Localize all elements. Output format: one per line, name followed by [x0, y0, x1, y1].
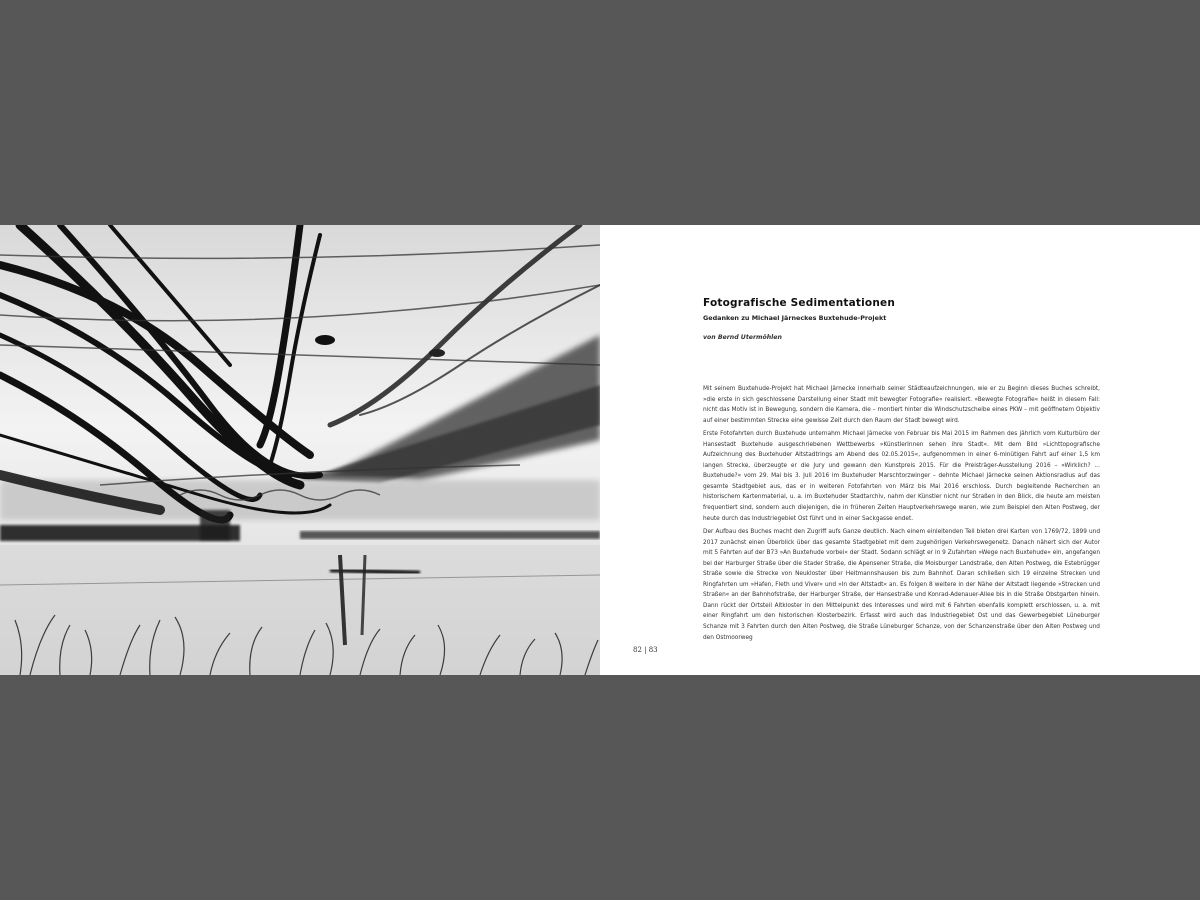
page-numbers: 82 | 83: [633, 646, 658, 654]
paragraph: Der Aufbau des Buches macht den Zugriff aufs Ganze deutlich. Nach einem einleitenden Teil bieten drei Karten von 1769/72, 1899 und 2017 zunächst einen Überblick über das gesamte Stadtgebiet mit dem zugehörigen Verkehrswegenetz. Danach nähert sich der Autor mit 5 Fahrten auf der B73 »An Buxtehude vorbei« der Stadt. Sodann schlägt er in 9 Zufahrten »Wege nach Buxtehude« ein, angefangen bei der Harburger Straße über die Stader Straße, die Apensener Straße, die Moisburger Landstraße, den Alten Postweg, die Estebrügger Straße sowie die Strecke von Neukloster über Heitmannshausen bis zum Bahnhof. Daran schließen sich 19 einzelne Strecken und Ringfahrten um »Hafen, Fleth und Viver« und »In der Altstadt« an. Es folgen 8 weitere in der Nähe der Altstadt liegende »Strecken und Straßen« an der Bahnhofstraße, der Harburger Straße, der Hansestraße und Konrad-Adenauer-Allee bis in die Straße Obstgarten hinein. Dann rückt der Ortsteil Altkloster in den Mittelpunkt des Interesses und wird mit 6 Fahrten ebenfalls komplett erschlossen, u. a. mit einer Ringfahrt um den historischen Klosterbezirk. Erfasst wird auch das Industriegebiet Ost und das Gewerbegebiet Lüneburger Schanze mit 3 Fahrten durch den Alten Postweg, die Straße Lüneburger Schanze, von der Schanzenstraße über den Alten Postweg und den Ostmoorweg: [703, 529, 1100, 641]
book-spread: [0, 225, 1200, 675]
photo-artwork: [0, 225, 600, 675]
text-page: [600, 225, 1200, 675]
article-body: [703, 384, 1100, 646]
paragraph: Erste Fotofahrten durch Buxtehude unternahm Michael Järnecke von Februar bis Mai 2015 im Rahmen des jährlich vom Kulturbüro der Hansestadt Buxtehude ausgeschriebenen Wettbewerbs »KünstlerInnen sehen ihre Stadt«. Mit dem Bild »Lichttopografische Aufzeichnung des Buxtehuder Altstadtrings am Abend des 02.05.2015«, aufgenommen in einer 6-minütigen Fahrt auf einer 1,5 km langen Strecke, überzeugte er die Jury und gewann den Kunstpreis 2015. Für die Preisträger-Ausstellung 2016 – »Wirklich? ... Buxtehude?« vom 29. Mai bis 3. Juli 2016 im Buxtehuder Marschtorzwinger – dehnte Michael Järnecke seinen Aktionsradius auf das gesamte Stadtgebiet aus, das er in weiteren Fotofahrten von März bis Mai 2016 erschloss. Durch begleitende Recherchen an historischem Kartenmaterial, u. a. im Buxtehuder Stadtarchiv, nahm der Künstler nicht nur Straßen in den Blick, die heute am meisten frequentiert sind, sondern auch diejenigen, die in früheren Zeiten Hauptverkehrswege waren, wie zum Beispiel den Alten Postweg, der heute durch das Industriegebiet Ost führt und in einer Sackgasse endet.: [703, 431, 1100, 522]
light-trace-photograph: [0, 225, 600, 675]
article-subtitle: Gedanken zu Michael Järneckes Buxtehude-Projekt: [703, 314, 887, 322]
paragraph: Mit seinem Buxtehude-Projekt hat Michael Järnecke innerhalb seiner Städteaufzeichnungen, wie er zu Beginn dieses Buches schreibt, »die erste in sich geschlossene Darstellung einer Stadt mit bewegter Fotografie« realisiert. »Bewegte Fotografie« heißt in diesem Fall: nicht das Motiv ist in Bewegung, sondern die Kamera, die – montiert hinter die Windschutzscheibe eines PKW – mit geöffnetem Objektiv auf einer bestimmten Strecke eine gewisse Zeit durch den Raum der Stadt bewegt wird.: [703, 386, 1100, 424]
article-byline: von Bernd Utermöhlen: [703, 334, 782, 341]
article-title: Fotografische Sedimentationen: [703, 297, 896, 309]
